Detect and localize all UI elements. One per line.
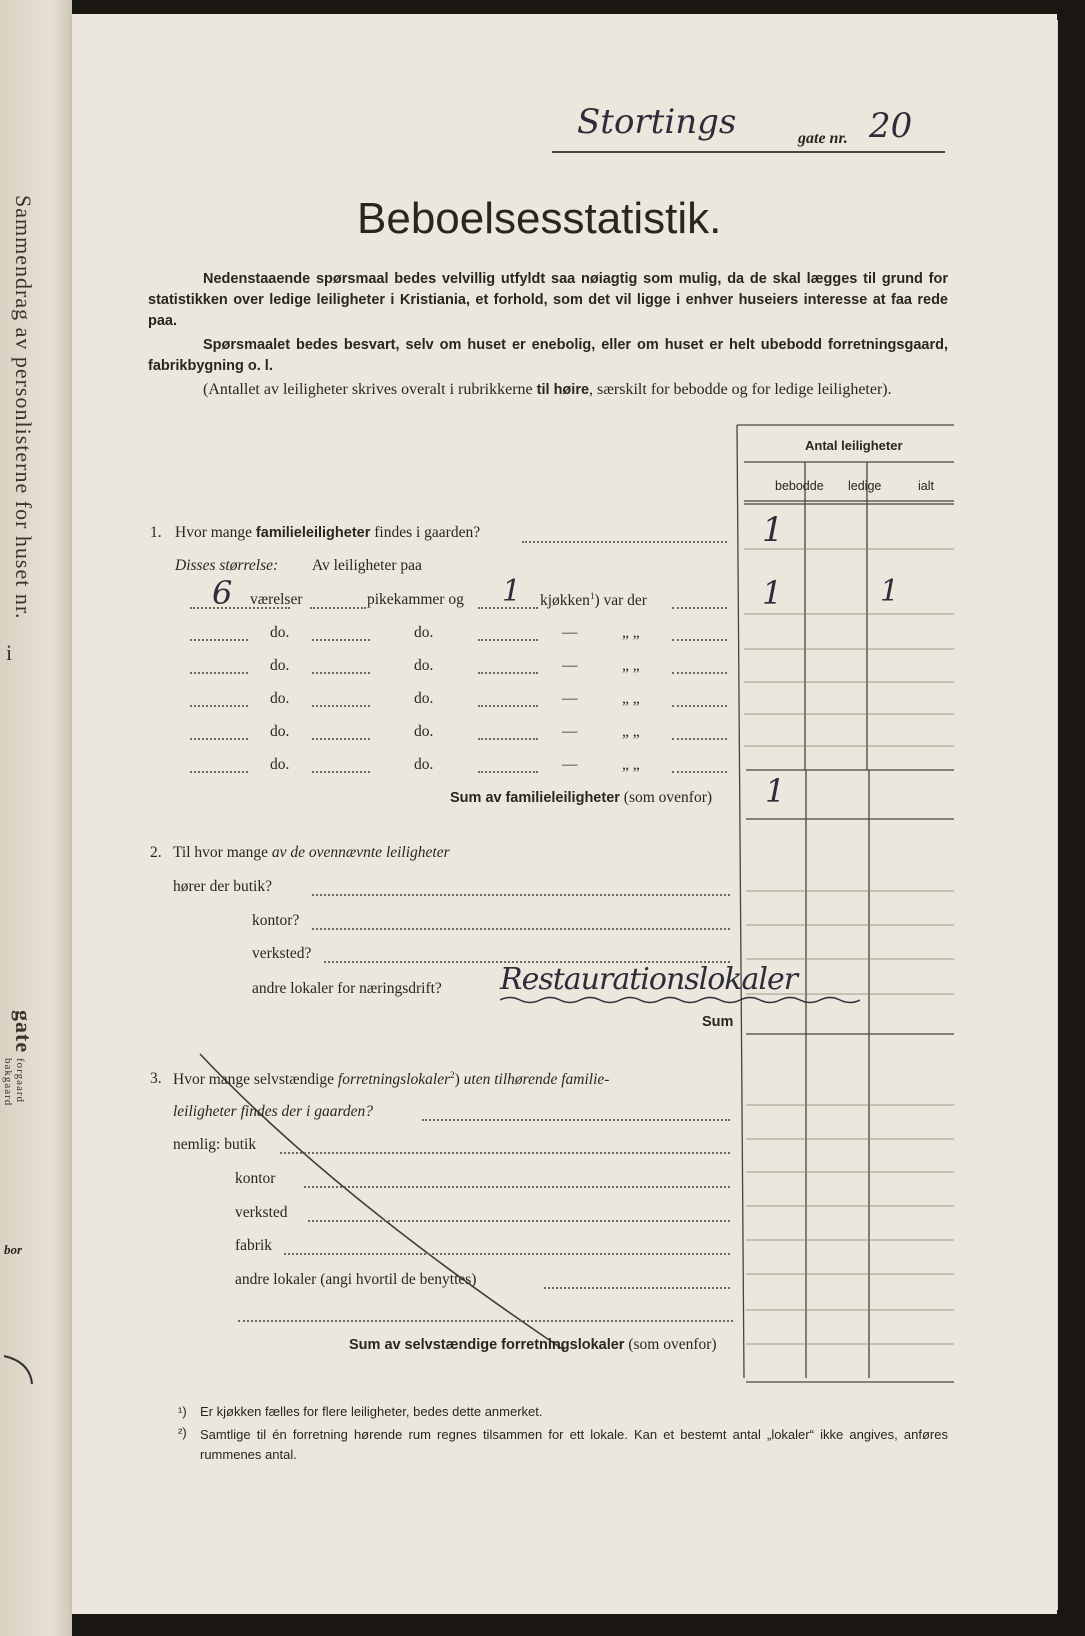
intro-p3-text-c: , særskilt for bebodde og for ledige leiligheter). [589,381,892,398]
q3-e-dots [422,1119,730,1121]
do-vaerelser: do. [270,756,290,773]
q1-text-a: Hvor mange [175,524,253,541]
q2-question [173,844,450,862]
q1-sizes-label: Disses størrelse: [175,557,279,574]
footnote-1: Er kjøkken fælles for flere leiligheter, bedes dette anmerket. [200,1404,543,1419]
col-bebodde: bebodde [775,479,824,493]
pencil-mark-icon [0,1350,40,1390]
q3-andre: andre lokaler (angi hvortil de benyttes) [235,1271,477,1288]
row1-leader-dots [672,607,727,609]
q1-sum-a: Sum av [450,790,502,806]
q2-text-a: Til hvor mange [173,844,269,861]
var-der-text: ) var der [594,592,647,610]
dash: — [562,624,578,641]
do-vaerelser: do. [270,657,290,674]
q2-butik: hører der butik? [173,878,272,895]
row1-kjokken-hand: 1 [502,574,522,609]
q1-question [175,524,480,542]
q2-andre-underline [500,994,860,1006]
spine-mark: i [6,640,13,665]
q3-text-e: leiligheter findes der i gaarden? [173,1103,374,1120]
q2-sum: Sum [702,1014,734,1030]
q3-verksted-dots [308,1220,730,1222]
do-pikekammer: do. [414,624,434,641]
table-grid [72,14,1057,1614]
dash: — [562,756,578,773]
q1-sum-bebodde: 1 [765,772,786,810]
q1-answer-bebodde: 1 [762,510,784,550]
q3-sum-b: selvstændige forretningslokaler [404,1337,625,1353]
dash: — [562,690,578,707]
q3-butik-dots [280,1152,730,1154]
q1-text-c: findes i gaarden? [374,524,481,541]
row1-kjokken-dots [478,607,538,609]
gate-nr-label: gate nr. [798,130,848,147]
q3-sum-c: (som ovenfor) [628,1336,717,1353]
q1-sum-c: (som ovenfor) [623,789,713,806]
q1-sum [450,789,712,807]
footnote-2-mark: ²) [178,1425,187,1440]
ditto-marks: „ „ [622,756,640,773]
q1-number: 1. [150,524,162,541]
q2-kontor-dots [312,928,730,930]
row1-bebodde: 1 [762,574,783,612]
table-title: Antal leiligheter [805,438,903,453]
q3-text-b: forretningslokaler [337,1071,451,1089]
q3-verksted: verksted [235,1204,288,1221]
q1-leader-dots [522,541,727,543]
row1-kjokken [540,591,647,610]
kjokken-footnote-mark: 1 [589,591,595,601]
q3-number: 3. [150,1070,162,1087]
intro-p3-text-a: (Antallet av leiligheter skrives overalt i rubrikkerne [203,381,537,398]
kjokken-text: kjøkken [540,592,590,610]
q1-text-b: familieleiligheter [255,525,371,541]
q3-sum-a: Sum av [349,1337,401,1353]
ditto-marks: „ „ [622,624,640,641]
do-pikekammer: do. [414,723,434,740]
ditto-marks: „ „ [622,723,640,740]
spine-gate-label: gate [11,1010,36,1054]
street-handwritten: Stortings [577,102,737,142]
facing-page [0,0,72,1636]
row1-pike-dots [310,607,366,609]
number-handwritten: 20 [869,106,913,146]
q3-sum [349,1336,717,1354]
spine-bakgaard: bakgaard [2,1058,14,1107]
q3-kontor: kontor [235,1170,276,1187]
spine-vertical-text: Sammendrag av personlisterne for huset nr. [11,195,36,620]
row1-ialt: 1 [880,574,900,609]
q3-text-a: Hvor mange selvstændige [173,1071,335,1089]
col-ledige: ledige [848,479,882,493]
intro-p3-bold: til høire [536,382,590,398]
do-vaerelser: do. [270,723,290,740]
do-pikekammer: do. [414,690,434,707]
ditto-marks: „ „ [622,690,640,707]
spine-forgaard: forgaard [14,1058,26,1104]
footnote-1-mark: ¹) [178,1404,187,1419]
q2-number: 2. [150,844,162,861]
q3-footnote-mark: 2 [450,1070,455,1080]
q2-kontor: kontor? [252,912,300,929]
spine-bor: bor [4,1242,23,1257]
q2-andre: andre lokaler for næringsdrift? [252,980,442,997]
q1-sum-b: familieleiligheter [505,790,620,806]
page-title: Beboelsesstatistik. [357,194,722,243]
q3-text-c: ) [454,1071,460,1089]
q3-butik: nemlig: butik [173,1136,257,1153]
footnote-2: Samtlige til én forretning hørende rum regnes tilsammen for ett lokale. Kan et bestemt antal „lokaler“ ikke angives, anføres rummenes antal. [200,1427,948,1462]
q3-fabrik: fabrik [235,1237,273,1254]
ditto-marks: „ „ [622,657,640,674]
dash: — [562,657,578,674]
q1-sizes-text: Av leiligheter paa [312,557,422,574]
do-vaerelser: do. [270,690,290,707]
q3-fabrik-dots [284,1253,730,1255]
dash: — [562,723,578,740]
form-sheet [70,14,1057,1614]
q2-verksted: verksted? [252,945,312,962]
row1-pikekammer: pikekammer og [367,591,464,608]
do-pikekammer: do. [414,756,434,773]
q3-blank-line [238,1320,733,1322]
row1-vaerelser: værelser [250,591,303,608]
q3-text-d: uten tilhørende familie- [463,1071,610,1089]
q3-andre-dots [544,1287,730,1289]
row1-vaerelser-hand: 6 [212,574,233,612]
q2-text-b: av de ovennævnte leiligheter [271,844,450,861]
do-pikekammer: do. [414,657,434,674]
do-vaerelser: do. [270,624,290,641]
q2-andre-handwritten: Restaurationslokaler [500,962,798,997]
q3-kontor-dots [304,1186,730,1188]
intro-paragraph-1: Nedenstaaende spørsmaal bedes velvillig utfyldt saa nøiagtig som mulig, da de skal lægges til grund for statistikken over ledige leiligheter i Kristiania, et forhold, som det vil ligge i enhver huseiers interesse at faa rede paa. [148,271,948,329]
intro-paragraph-2: Spørsmaalet bedes besvart, selv om huset er enebolig, eller om huset er helt ubebodd forretningsgaard, fabrikbygning o. l. [148,337,948,374]
col-ialt: ialt [918,479,934,493]
q2-butik-dots [312,894,730,896]
q3-question [173,1070,609,1089]
